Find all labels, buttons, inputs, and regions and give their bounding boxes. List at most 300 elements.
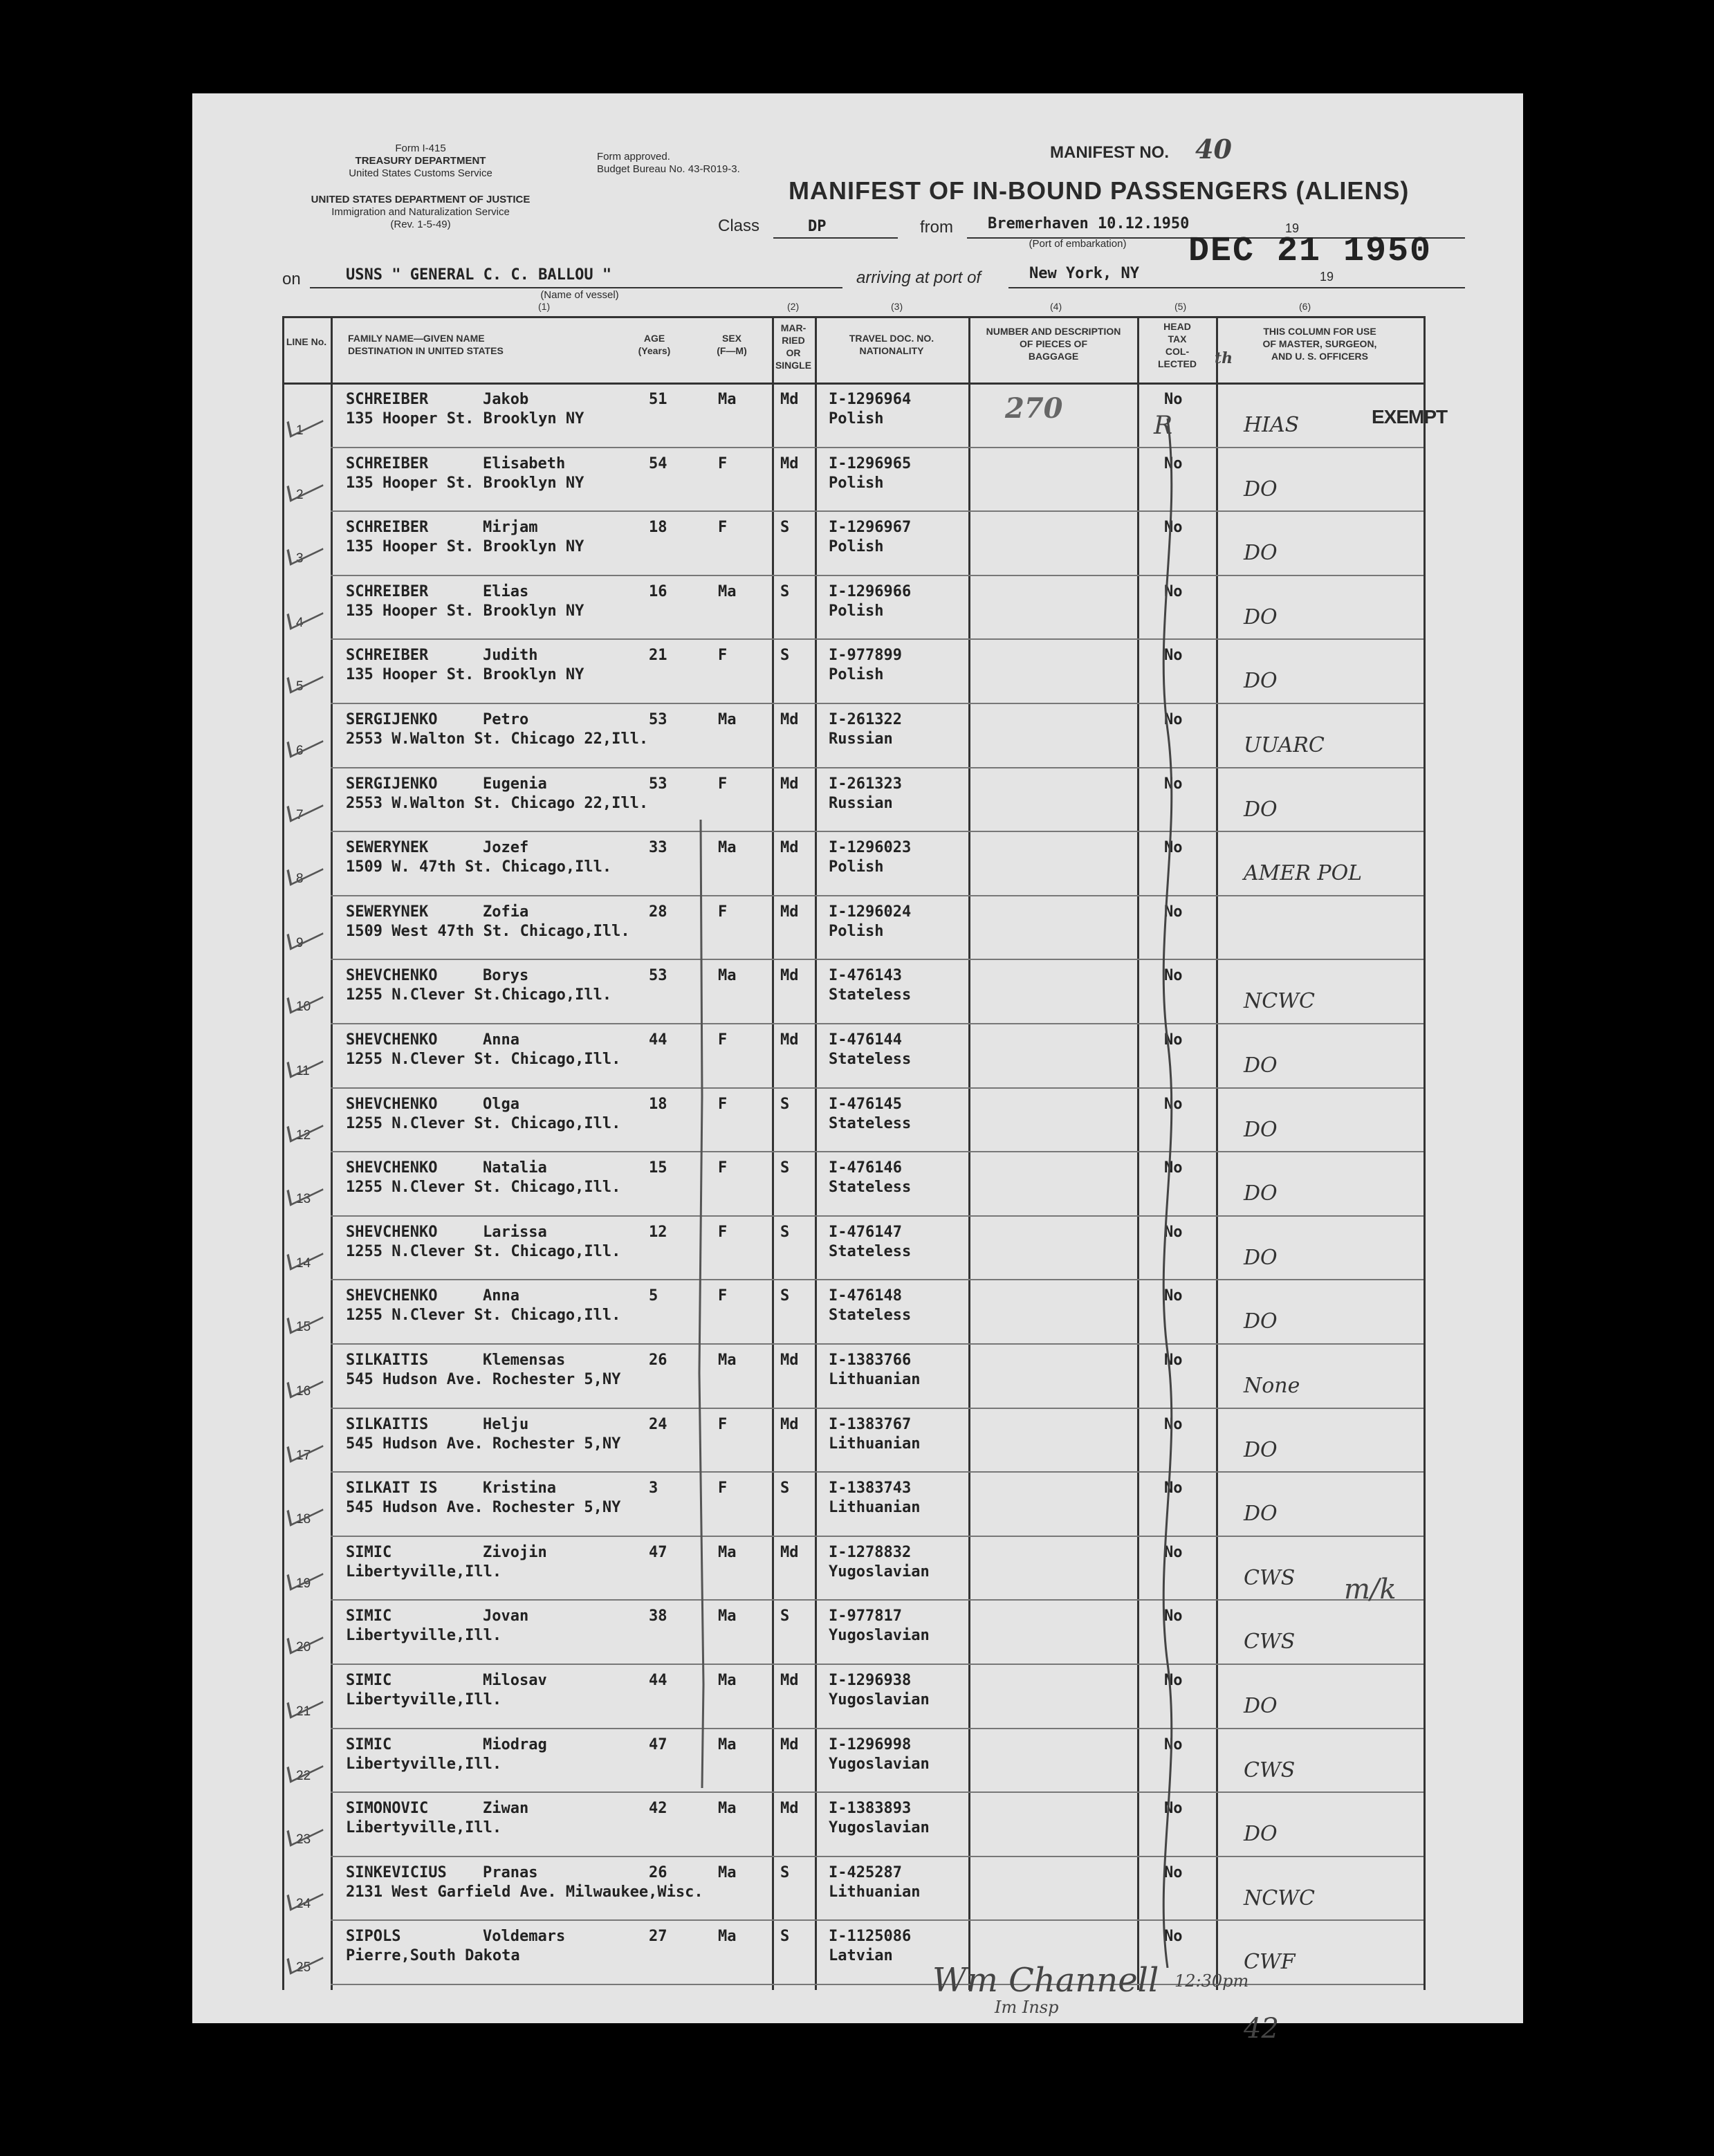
nationality: Yugoslavian bbox=[829, 1627, 930, 1645]
table-row bbox=[192, 898, 1523, 961]
mk-mark: m/k bbox=[1344, 1574, 1397, 1605]
sex: F bbox=[718, 1223, 728, 1241]
family-name: SIMIC bbox=[346, 1735, 392, 1753]
officer-note: CWF bbox=[1244, 1950, 1296, 1975]
family-name: SHEVCHENKO bbox=[346, 1223, 438, 1241]
nationality: Lithuanian bbox=[829, 1371, 921, 1388]
marital-status: Md bbox=[780, 711, 799, 728]
from-label: from bbox=[920, 218, 953, 237]
family-name: SHEVCHENKO bbox=[346, 1287, 438, 1305]
row-divider bbox=[331, 1856, 1423, 1857]
marital-status: S bbox=[780, 1223, 790, 1241]
given-name: Ziwan bbox=[483, 1800, 529, 1818]
given-name: Elias bbox=[483, 582, 529, 600]
destination: 545 Hudson Ave. Rochester 5,NY bbox=[346, 1499, 621, 1517]
table-row bbox=[192, 770, 1523, 833]
head-tax: No bbox=[1164, 1928, 1183, 1946]
row-divider bbox=[331, 1087, 1423, 1089]
sex: Ma bbox=[718, 391, 737, 408]
age: 16 bbox=[649, 582, 667, 600]
destination: 2553 W.Walton St. Chicago 22,Ill. bbox=[346, 730, 649, 748]
age: 28 bbox=[649, 903, 667, 921]
family-name: SINKEVICIUS bbox=[346, 1863, 447, 1881]
officer-note: AMER POL bbox=[1244, 861, 1363, 886]
justice-dept: UNITED STATES DEPARTMENT OF JUSTICE bbox=[311, 194, 531, 205]
given-name: Natalia bbox=[483, 1159, 547, 1177]
table-row bbox=[192, 513, 1523, 577]
col-num-5: (5) bbox=[1174, 301, 1187, 312]
passenger-table-body bbox=[192, 385, 1523, 1990]
baggage-count: 270 bbox=[1005, 392, 1063, 425]
family-name: SHEVCHENKO bbox=[346, 1159, 438, 1177]
sex: Ma bbox=[718, 1543, 737, 1561]
officer-note: DO bbox=[1244, 1309, 1278, 1334]
line-number: 11 bbox=[296, 1064, 310, 1078]
given-name: Mirjam bbox=[483, 519, 538, 537]
line-number: 19 bbox=[296, 1576, 311, 1591]
head-tax: No bbox=[1164, 1031, 1183, 1049]
family-name: SIMIC bbox=[346, 1543, 392, 1561]
travel-doc-no: I-1296023 bbox=[829, 839, 912, 857]
class-underline bbox=[773, 237, 898, 239]
manifest-page bbox=[192, 93, 1523, 2045]
age: 24 bbox=[649, 1415, 667, 1433]
marital-status: Md bbox=[780, 454, 799, 472]
destination: 2553 W.Walton St. Chicago 22,Ill. bbox=[346, 794, 649, 812]
travel-doc-no: I-1296024 bbox=[829, 903, 912, 921]
exempt-stamp: EXEMPT bbox=[1372, 406, 1448, 427]
line-number: 9 bbox=[296, 935, 304, 950]
line-number: 21 bbox=[296, 1704, 311, 1719]
age: 53 bbox=[649, 775, 667, 793]
head-tax: No bbox=[1164, 839, 1183, 857]
table-row bbox=[192, 1922, 1523, 1986]
date-stamp: DEC 21 1950 bbox=[1188, 232, 1432, 271]
travel-doc-no: I-1278832 bbox=[829, 1543, 912, 1561]
nationality: Stateless bbox=[829, 986, 912, 1004]
age: 5 bbox=[649, 1287, 658, 1305]
marital-status: S bbox=[780, 519, 790, 537]
sex: F bbox=[718, 519, 728, 537]
nationality: Lithuanian bbox=[829, 1435, 921, 1453]
officer-note: NCWC bbox=[1244, 1886, 1315, 1910]
sex: Ma bbox=[718, 1735, 737, 1753]
row-divider bbox=[331, 831, 1423, 832]
officer-note: DO bbox=[1244, 1245, 1278, 1270]
row-divider bbox=[331, 1599, 1423, 1601]
sex: Ma bbox=[718, 1800, 737, 1818]
marital-status: Md bbox=[780, 775, 799, 793]
nationality: Polish bbox=[829, 474, 884, 492]
age: 53 bbox=[649, 967, 667, 985]
travel-doc-no: I-1125086 bbox=[829, 1928, 912, 1946]
inspector-title: Im Insp bbox=[995, 1998, 1059, 2017]
destination: 1509 W. 47th St. Chicago,Ill. bbox=[346, 858, 612, 876]
year-suffix: 19 bbox=[1285, 221, 1300, 235]
row-divider bbox=[331, 575, 1423, 576]
marital-status: Md bbox=[780, 1031, 799, 1049]
family-name: SHEVCHENKO bbox=[346, 1095, 438, 1113]
given-name: Judith bbox=[483, 647, 538, 665]
table-row bbox=[192, 1731, 1523, 1794]
row-divider bbox=[331, 959, 1423, 960]
inspector-signature: Wm Channell bbox=[932, 1961, 1159, 2000]
age: 26 bbox=[649, 1863, 667, 1881]
header-baggage: NUMBER AND DESCRIPTION OF PIECES OF BAGGAGE bbox=[986, 326, 1121, 362]
customs-service: United States Customs Service bbox=[349, 167, 492, 179]
table-row bbox=[192, 450, 1523, 513]
nationality: Polish bbox=[829, 602, 884, 620]
officer-note: DO bbox=[1244, 1117, 1278, 1142]
family-name: SCHREIBER bbox=[346, 647, 429, 665]
marital-status: S bbox=[780, 1928, 790, 1946]
given-name: Petro bbox=[483, 711, 529, 728]
table-row bbox=[192, 1474, 1523, 1538]
nationality: Lithuanian bbox=[829, 1499, 921, 1517]
nationality: Russian bbox=[829, 794, 893, 812]
ditto-wave-line bbox=[1147, 418, 1188, 1968]
row-divider bbox=[331, 1728, 1423, 1729]
age: 38 bbox=[649, 1607, 667, 1625]
given-name: Miodrag bbox=[483, 1735, 547, 1753]
table-row bbox=[192, 641, 1523, 705]
revision: (Rev. 1-5-49) bbox=[390, 219, 451, 230]
destination: 135 Hooper St. Brooklyn NY bbox=[346, 410, 584, 427]
destination: 135 Hooper St. Brooklyn NY bbox=[346, 474, 584, 492]
r-mark: R bbox=[1154, 412, 1173, 440]
check-mark bbox=[286, 663, 323, 694]
marital-status: S bbox=[780, 582, 790, 600]
officer-note: HIAS bbox=[1244, 413, 1300, 437]
table-row bbox=[192, 385, 1523, 449]
nationality: Polish bbox=[829, 538, 884, 556]
officer-note: CWS bbox=[1244, 1565, 1296, 1590]
sex: F bbox=[718, 1287, 728, 1305]
class-value: DP bbox=[808, 218, 827, 235]
destination: 135 Hooper St. Brooklyn NY bbox=[346, 602, 584, 620]
check-mark bbox=[286, 534, 323, 566]
sex: Ma bbox=[718, 1672, 737, 1689]
officer-note: DO bbox=[1244, 1822, 1278, 1847]
age: 53 bbox=[649, 711, 667, 728]
budget-bureau: Budget Bureau No. 43-R019-3. bbox=[597, 163, 740, 175]
table-top-border bbox=[282, 316, 1423, 318]
family-name: SHEVCHENKO bbox=[346, 1031, 438, 1049]
officer-note: DO bbox=[1244, 1694, 1278, 1718]
travel-doc-no: I-1383743 bbox=[829, 1480, 912, 1498]
sex: F bbox=[718, 1480, 728, 1498]
destination: 545 Hudson Ave. Rochester 5,NY bbox=[346, 1371, 621, 1388]
sex: F bbox=[718, 454, 728, 472]
head-tax: No bbox=[1164, 647, 1183, 665]
line-number: 7 bbox=[296, 807, 304, 822]
travel-doc-no: I-1296998 bbox=[829, 1735, 912, 1753]
table-row bbox=[192, 706, 1523, 769]
given-name: Jozef bbox=[483, 839, 529, 857]
travel-doc-no: I-977899 bbox=[829, 647, 902, 665]
row-divider bbox=[331, 1215, 1423, 1217]
head-tax: No bbox=[1164, 775, 1183, 793]
head-tax: No bbox=[1164, 967, 1183, 985]
marital-status: Md bbox=[780, 391, 799, 408]
head-tax: No bbox=[1164, 1672, 1183, 1689]
sex: F bbox=[718, 1415, 728, 1433]
given-name: Milosav bbox=[483, 1672, 547, 1689]
given-name: Kristina bbox=[483, 1480, 556, 1498]
head-tax: No bbox=[1164, 1863, 1183, 1881]
travel-doc-no: I-1383767 bbox=[829, 1415, 912, 1433]
officer-note: None bbox=[1244, 1374, 1300, 1398]
line-number: 22 bbox=[296, 1768, 311, 1783]
check-mark bbox=[286, 598, 323, 630]
nationality: Latvian bbox=[829, 1947, 893, 1965]
row-divider bbox=[331, 767, 1423, 768]
marital-status: S bbox=[780, 1480, 790, 1498]
officer-note: DO bbox=[1244, 797, 1278, 822]
table-row bbox=[192, 1538, 1523, 1602]
header-married: MAR- RIED OR SINGLE bbox=[775, 322, 812, 371]
travel-doc-no: I-476143 bbox=[829, 967, 902, 985]
destination: 1255 N.Clever St. Chicago,Ill. bbox=[346, 1051, 621, 1068]
table-row bbox=[192, 1218, 1523, 1282]
marital-status: Md bbox=[780, 839, 799, 857]
sex: Ma bbox=[718, 1863, 737, 1881]
travel-doc-no: I-476146 bbox=[829, 1159, 902, 1177]
marital-status: Md bbox=[780, 967, 799, 985]
age: 18 bbox=[649, 1095, 667, 1113]
marital-status: S bbox=[780, 647, 790, 665]
bracket-line bbox=[694, 820, 715, 1788]
sex: Ma bbox=[718, 1352, 737, 1369]
nationality: Lithuanian bbox=[829, 1883, 921, 1901]
head-tax: No bbox=[1164, 1543, 1183, 1561]
head-tax: No bbox=[1164, 1735, 1183, 1753]
given-name: Klemensas bbox=[483, 1352, 566, 1369]
destination: Libertyville,Ill. bbox=[346, 1819, 502, 1837]
travel-doc-no: I-476145 bbox=[829, 1095, 902, 1113]
given-name: Elisabeth bbox=[483, 454, 566, 472]
head-tax: No bbox=[1164, 1352, 1183, 1369]
table-row bbox=[192, 1090, 1523, 1154]
nationality: Polish bbox=[829, 858, 884, 876]
table-row bbox=[192, 1026, 1523, 1089]
family-name: SHEVCHENKO bbox=[346, 967, 438, 985]
marital-status: S bbox=[780, 1863, 790, 1881]
nationality: Yugoslavian bbox=[829, 1755, 930, 1773]
line-number: 16 bbox=[296, 1384, 311, 1399]
table-row bbox=[192, 1859, 1523, 1922]
destination: 135 Hooper St. Brooklyn NY bbox=[346, 666, 584, 684]
nationality: Polish bbox=[829, 922, 884, 940]
travel-doc-no: I-1383893 bbox=[829, 1800, 912, 1818]
line-number: 2 bbox=[296, 487, 304, 502]
year-suffix-2: 19 bbox=[1320, 270, 1334, 284]
age: 15 bbox=[649, 1159, 667, 1177]
sex: Ma bbox=[718, 1928, 737, 1946]
manifest-title: MANIFEST OF IN-BOUND PASSENGERS (ALIENS) bbox=[789, 176, 1410, 205]
table-row bbox=[192, 833, 1523, 897]
table-row bbox=[192, 1794, 1523, 1858]
officer-note: DO bbox=[1244, 1053, 1278, 1078]
destination: 1255 N.Clever St. Chicago,Ill. bbox=[346, 1179, 621, 1197]
family-name: SERGIJENKO bbox=[346, 775, 438, 793]
head-tax: No bbox=[1164, 519, 1183, 537]
given-name: Zivojin bbox=[483, 1543, 547, 1561]
destination: Libertyville,Ill. bbox=[346, 1563, 502, 1581]
row-divider bbox=[331, 703, 1423, 704]
from-value: Bremerhaven 10.12.1950 bbox=[988, 215, 1190, 232]
given-name: Zofia bbox=[483, 903, 529, 921]
travel-doc-no: I-1296967 bbox=[829, 519, 912, 537]
sex: F bbox=[718, 647, 728, 665]
col-num-2: (2) bbox=[787, 301, 800, 312]
given-name: Olga bbox=[483, 1095, 519, 1113]
family-name: SILKAIT IS bbox=[346, 1480, 438, 1498]
sex: F bbox=[718, 775, 728, 793]
family-name: SCHREIBER bbox=[346, 519, 429, 537]
family-name: SCHREIBER bbox=[346, 582, 429, 600]
family-name: SEWERYNEK bbox=[346, 839, 429, 857]
travel-doc-no: I-476148 bbox=[829, 1287, 902, 1305]
table-row bbox=[192, 1602, 1523, 1666]
check-mark bbox=[286, 726, 323, 758]
row-divider bbox=[331, 1919, 1423, 1921]
header-head-tax: HEAD TAX COL- LECTED bbox=[1158, 321, 1197, 369]
line-number: 10 bbox=[296, 999, 311, 1015]
head-tax: No bbox=[1164, 903, 1183, 921]
family-name: SIMIC bbox=[346, 1672, 392, 1689]
age: 42 bbox=[649, 1800, 667, 1818]
line-number: 23 bbox=[296, 1832, 311, 1848]
marital-status: Md bbox=[780, 1352, 799, 1369]
age: 21 bbox=[649, 647, 667, 665]
header-age: AGE (Years) bbox=[638, 333, 671, 356]
row-divider bbox=[331, 1279, 1423, 1280]
line-number: 17 bbox=[296, 1448, 311, 1463]
age: 47 bbox=[649, 1543, 667, 1561]
travel-doc-no: I-1296964 bbox=[829, 391, 912, 408]
head-tax: No bbox=[1164, 454, 1183, 472]
destination: 1255 N.Clever St. Chicago,Ill. bbox=[346, 1242, 621, 1260]
sex: Ma bbox=[718, 967, 737, 985]
age: 18 bbox=[649, 519, 667, 537]
travel-doc-no: I-1383766 bbox=[829, 1352, 912, 1369]
table-row bbox=[192, 1154, 1523, 1217]
arriving-port: New York, NY bbox=[1029, 265, 1139, 282]
row-divider bbox=[331, 510, 1423, 512]
row-divider bbox=[331, 1471, 1423, 1473]
table-row bbox=[192, 1346, 1523, 1410]
line-number: 25 bbox=[296, 1960, 311, 1975]
arriving-label: arriving at port of bbox=[856, 268, 982, 287]
marital-status: S bbox=[780, 1159, 790, 1177]
nationality: Stateless bbox=[829, 1179, 912, 1197]
officer-note: DO bbox=[1244, 541, 1278, 566]
sex: F bbox=[718, 1031, 728, 1049]
check-mark bbox=[286, 470, 323, 502]
officer-note: NCWC bbox=[1244, 989, 1315, 1014]
line-number: 8 bbox=[296, 872, 304, 887]
given-name: Voldemars bbox=[483, 1928, 566, 1946]
officer-note: CWS bbox=[1244, 1758, 1296, 1782]
embarkation-note: (Port of embarkation) bbox=[1029, 238, 1127, 250]
th-mark: th bbox=[1215, 349, 1233, 367]
destination: 1509 West 47th St. Chicago,Ill. bbox=[346, 922, 630, 940]
row-divider bbox=[331, 1023, 1423, 1024]
marital-status: Md bbox=[780, 1735, 799, 1753]
marital-status: S bbox=[780, 1287, 790, 1305]
check-mark bbox=[286, 791, 323, 822]
line-number: 5 bbox=[296, 679, 304, 694]
travel-doc-no: I-476144 bbox=[829, 1031, 902, 1049]
destination: Pierre,South Dakota bbox=[346, 1947, 520, 1965]
travel-doc-no: I-476147 bbox=[829, 1223, 902, 1241]
marital-status: Md bbox=[780, 1672, 799, 1689]
marital-status: S bbox=[780, 1607, 790, 1625]
col-num-4: (4) bbox=[1050, 301, 1062, 312]
head-tax: No bbox=[1164, 391, 1183, 408]
age: 26 bbox=[649, 1352, 667, 1369]
head-tax: No bbox=[1164, 1159, 1183, 1177]
line-number: 3 bbox=[296, 551, 304, 566]
nationality: Polish bbox=[829, 666, 884, 684]
head-tax: No bbox=[1164, 711, 1183, 728]
marital-status: Md bbox=[780, 1800, 799, 1818]
nationality: Stateless bbox=[829, 1051, 912, 1068]
destination: Libertyville,Ill. bbox=[346, 1755, 502, 1773]
sex: Ma bbox=[718, 839, 737, 857]
head-tax: No bbox=[1164, 1415, 1183, 1433]
col-num-1: (1) bbox=[538, 301, 551, 312]
row-divider bbox=[331, 447, 1423, 448]
family-name: SILKAITIS bbox=[346, 1352, 429, 1369]
age: 27 bbox=[649, 1928, 667, 1946]
form-number: Form I-415 bbox=[395, 142, 446, 154]
class-label: Class bbox=[718, 216, 760, 235]
nationality: Yugoslavian bbox=[829, 1691, 930, 1708]
check-mark bbox=[286, 854, 323, 886]
head-tax: No bbox=[1164, 1607, 1183, 1625]
row-divider bbox=[331, 1664, 1423, 1665]
manifest-no-label: MANIFEST NO. bbox=[1050, 143, 1169, 162]
head-tax: No bbox=[1164, 1095, 1183, 1113]
marital-status: Md bbox=[780, 1415, 799, 1433]
family-name: SIMONOVIC bbox=[346, 1800, 429, 1818]
line-number: 6 bbox=[296, 744, 304, 758]
row-divider bbox=[331, 1408, 1423, 1409]
signature-time: 12:30pm bbox=[1174, 1971, 1249, 1991]
nationality: Stateless bbox=[829, 1307, 912, 1325]
header-sex: SEX (F—M) bbox=[717, 333, 747, 356]
nationality: Yugoslavian bbox=[829, 1819, 930, 1837]
row-divider bbox=[331, 1151, 1423, 1152]
officer-note: DO bbox=[1244, 477, 1278, 501]
line-number: 24 bbox=[296, 1896, 311, 1911]
given-name: Jovan bbox=[483, 1607, 529, 1625]
check-mark bbox=[286, 919, 323, 950]
given-name: Larissa bbox=[483, 1223, 547, 1241]
officer-note: UUARC bbox=[1244, 733, 1325, 757]
given-name: Pranas bbox=[483, 1863, 538, 1881]
officer-note: DO bbox=[1244, 1181, 1278, 1206]
nationality: Stateless bbox=[829, 1242, 912, 1260]
nationality: Polish bbox=[829, 410, 884, 427]
table-row bbox=[192, 961, 1523, 1025]
given-name: Anna bbox=[483, 1031, 519, 1049]
table-row bbox=[192, 1282, 1523, 1345]
age: 33 bbox=[649, 839, 667, 857]
line-number: 14 bbox=[296, 1255, 311, 1271]
